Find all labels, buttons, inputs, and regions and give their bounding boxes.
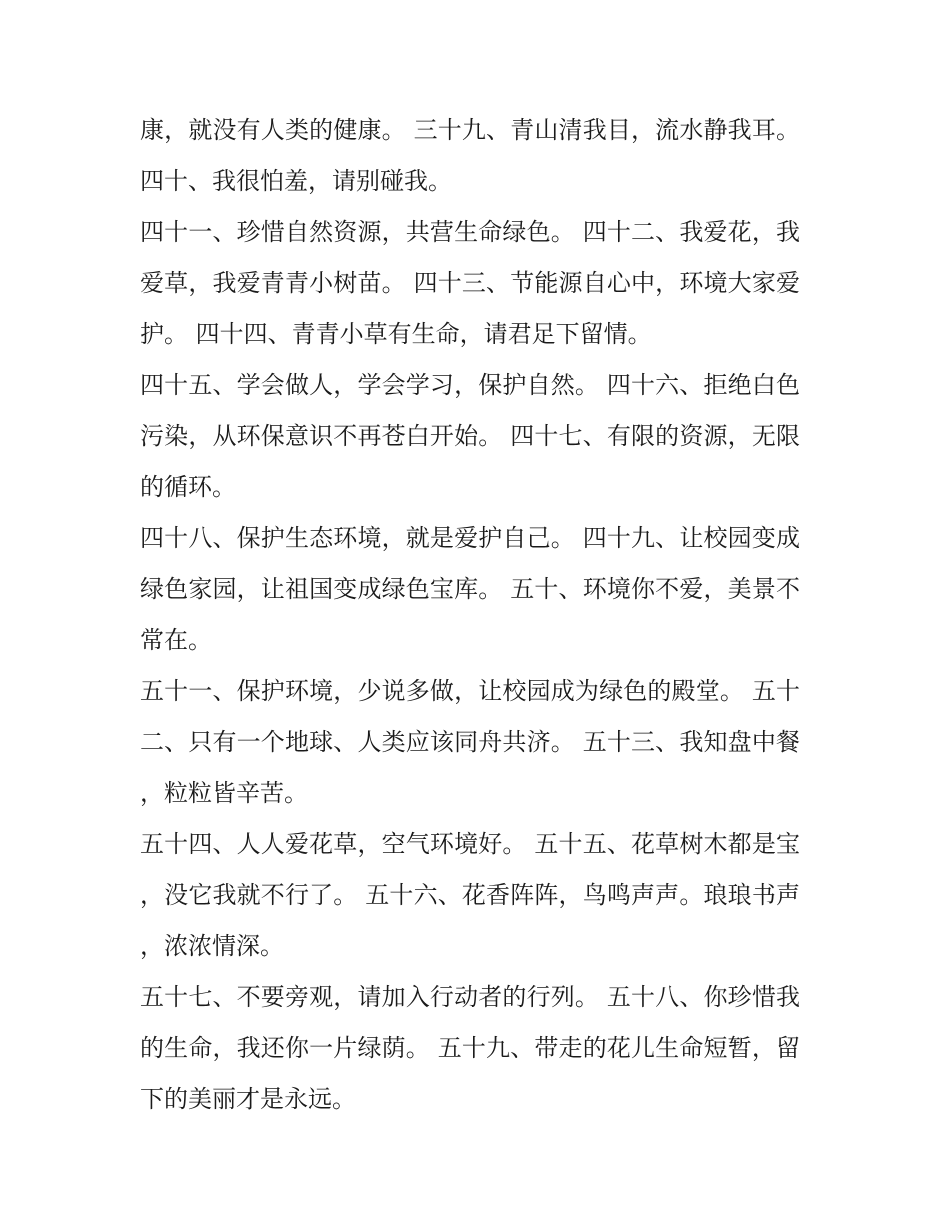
document-page bbox=[140, 105, 800, 1125]
paragraph-2: 四十一、珍惜自然资源，共营生命绿色。 四十二、我爱花，我爱草，我爱青青小树苗。 四十三、节能源自心中，环境大家爱护。 四十四、青青小草有生命，请君足下留情。 bbox=[140, 218, 800, 348]
paragraph-3: 四十五、学会做人，学会学习，保护自然。 四十六、拒绝白色污染，从环保意识不再苍白开始。 四十七、有限的资源，无限的循环。 bbox=[140, 371, 800, 501]
paragraph-1: 康，就没有人类的健康。 三十九、青山清我目，流水静我耳。 四十、我很怕羞，请别碰我。 bbox=[140, 116, 800, 195]
paragraph-7: 五十七、不要旁观，请加入行动者的行列。 五十八、你珍惜我的生命，我还你一片绿荫。 五十九、带走的花儿生命短暂，留下的美丽才是永远。 bbox=[140, 983, 800, 1113]
paragraph-5: 五十一、保护环境，少说多做，让校园成为绿色的殿堂。 五十二、只有一个地球、人类应该同舟共济。 五十三、我知盘中餐，粒粒皆辛苦。 bbox=[140, 677, 800, 807]
paragraph-6: 五十四、人人爱花草，空气环境好。 五十五、花草树木都是宝，没它我就不行了。 五十六、花香阵阵，鸟鸣声声。琅琅书声，浓浓情深。 bbox=[140, 830, 800, 960]
paragraph-4: 四十八、保护生态环境，就是爱护自己。 四十九、让校园变成绿色家园，让祖国变成绿色宝库。 五十、环境你不爱，美景不常在。 bbox=[140, 524, 800, 654]
